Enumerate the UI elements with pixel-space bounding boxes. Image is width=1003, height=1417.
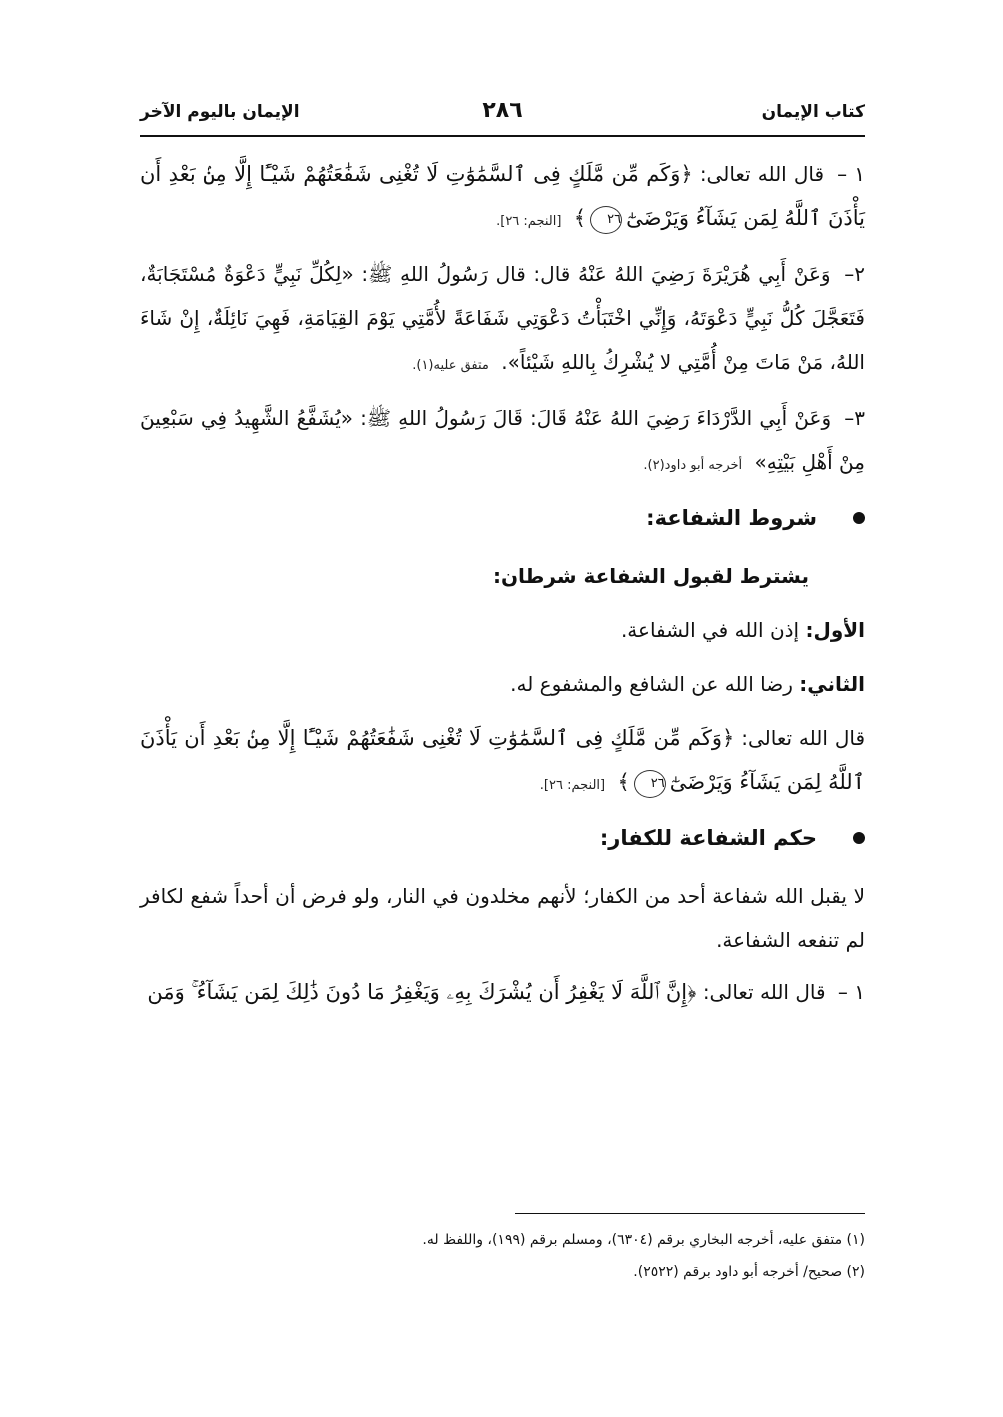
verse-intro: قال الله تعالى:: [702, 980, 826, 1004]
conditions-verse: [140, 716, 865, 808]
conditions-subheading: يشترط لقبول الشفاعة شرطان:: [492, 564, 809, 588]
page-number: ٢٨٦: [482, 98, 523, 123]
item-number: ٢–: [844, 262, 865, 286]
item-1: [140, 152, 865, 244]
item-number: ١ –: [837, 980, 865, 1004]
disbelievers-item-1: [140, 970, 865, 1014]
book-title: كتاب الإيمان: [761, 102, 865, 122]
bullet-icon: [853, 512, 865, 524]
verse-reference: [النجم: ٢٦].: [496, 214, 562, 229]
item-number: ١ –: [837, 162, 866, 186]
hadith-text: وَعَنْ أَبِي هُرَيْرَةَ رَضِيَ اللهُ عَنْهُ قال: قال رَسُولُ اللهِ ﷺ: «لِكُلِّ نَبِيٍّ دَعْوَةٌ مُسْتَجَابَةٌ، فَتَعَجَّلَ كُلُّ نَبِيٍّ دَعْوَتَهُ، وَإِنِّي اخْتَبَأْتُ دَعْوَتِي شَفَاعَةً لأُمَّتِي يَوْمَ القِيَامَةِ، فَهِيَ نَائِلَةٌ، إِنْ شَاءَ اللهُ، مَنْ مَاتَ مِنْ أُمَّتِي لا يُشْرِكُ بِاللهِ شَيْئاً».: [140, 262, 865, 374]
footnote-1: (١) متفق عليه، أخرجه البخاري برقم (٦٣٠٤)، ومسلم برقم (١٩٩)، واللفظ له.: [422, 1232, 865, 1248]
quran-close: ﴾: [617, 770, 630, 794]
condition-text: إذن الله في الشفاعة.: [620, 618, 800, 642]
footnote-2: (٢) صحيح/ أخرجه أبو داود برقم (٢٥٢٢).: [633, 1264, 865, 1280]
hadith-reference: متفق عليه(١).: [412, 358, 489, 373]
disbelievers-text: لا يقبل الله شفاعة أحد من الكفار؛ لأنهم مخلدون في النار، ولو فرض أن أحداً شفع لكافر لم تنفعه الشفاعة.: [140, 884, 865, 952]
condition-label: الأول:: [805, 618, 865, 642]
condition-first: [140, 608, 865, 652]
running-header: [140, 98, 865, 138]
condition-second: [140, 662, 865, 706]
condition-label: الثاني:: [799, 672, 865, 696]
verse-reference: [النجم: ٢٦].: [539, 778, 606, 793]
quran-verse: ﴿إِنَّ ٱللَّهَ لَا يَغْفِرُ أَن يُشْرَكَ بِهِۦ وَيَغْفِرُ مَا دُونَ ذَٰلِكَ لِمَن يَشَآءُ ۚ وَمَن: [147, 980, 697, 1004]
bullet-icon: [853, 832, 865, 844]
footnote-rule: [515, 1213, 865, 1214]
ayah-number-icon: ٢٦: [590, 206, 622, 234]
quran-close: ﴾: [573, 206, 587, 230]
page-body: [140, 152, 865, 1022]
chapter-title: الإيمان باليوم الآخر: [140, 102, 300, 122]
footnotes: [140, 1224, 865, 1288]
hadith-reference: أخرجه أبو داود(٢).: [643, 458, 743, 473]
section-heading-conditions: شروط الشفاعة:: [140, 496, 865, 540]
item-number: ٣–: [844, 406, 865, 430]
verse-intro: قال الله تعالى:: [699, 162, 825, 186]
item-3: [140, 396, 865, 488]
verse-intro: قال الله تعالى:: [741, 726, 865, 750]
item-2: [140, 252, 865, 388]
ayah-number-icon: ٢٦: [634, 770, 666, 798]
quran-verse: ﴿وَكَم مِّن مَّلَكٍ فِى ٱلسَّمَٰوَٰتِ لَا تُغْنِى شَفَٰعَتُهُمْ شَيْـًٔا إِلَّا مِنۢ بَعْدِ أَن يَأْذَنَ ٱللَّهُ لِمَن يَشَآءُ وَيَرْضَىٰٓ: [140, 162, 865, 230]
hadith-text: وَعَنْ أَبِي الدَّرْدَاءَ رَضِيَ اللهُ عَنْهُ قَالَ: قَالَ رَسُولُ اللهِ ﷺ: «يُشَفَّعُ الشَّهِيدُ فِي سَبْعِينَ مِنْ أَهْلِ بَيْتِهِ»: [140, 406, 865, 474]
section-heading-disbelievers: حكم الشفاعة للكفار:: [140, 816, 865, 860]
header-rule: [140, 135, 865, 137]
quran-verse: ﴿وَكَم مِّن مَّلَكٍ فِى ٱلسَّمَٰوَٰتِ لَا تُغْنِى شَفَٰعَتُهُمْ شَيْـًٔا إِلَّا مِنۢ بَعْدِ أَن يَأْذَنَ ٱللَّهُ لِمَن يَشَآءُ وَيَرْضَىٰٓ: [140, 726, 865, 794]
condition-text: رضا الله عن الشافع والمشفوع له.: [510, 672, 793, 696]
